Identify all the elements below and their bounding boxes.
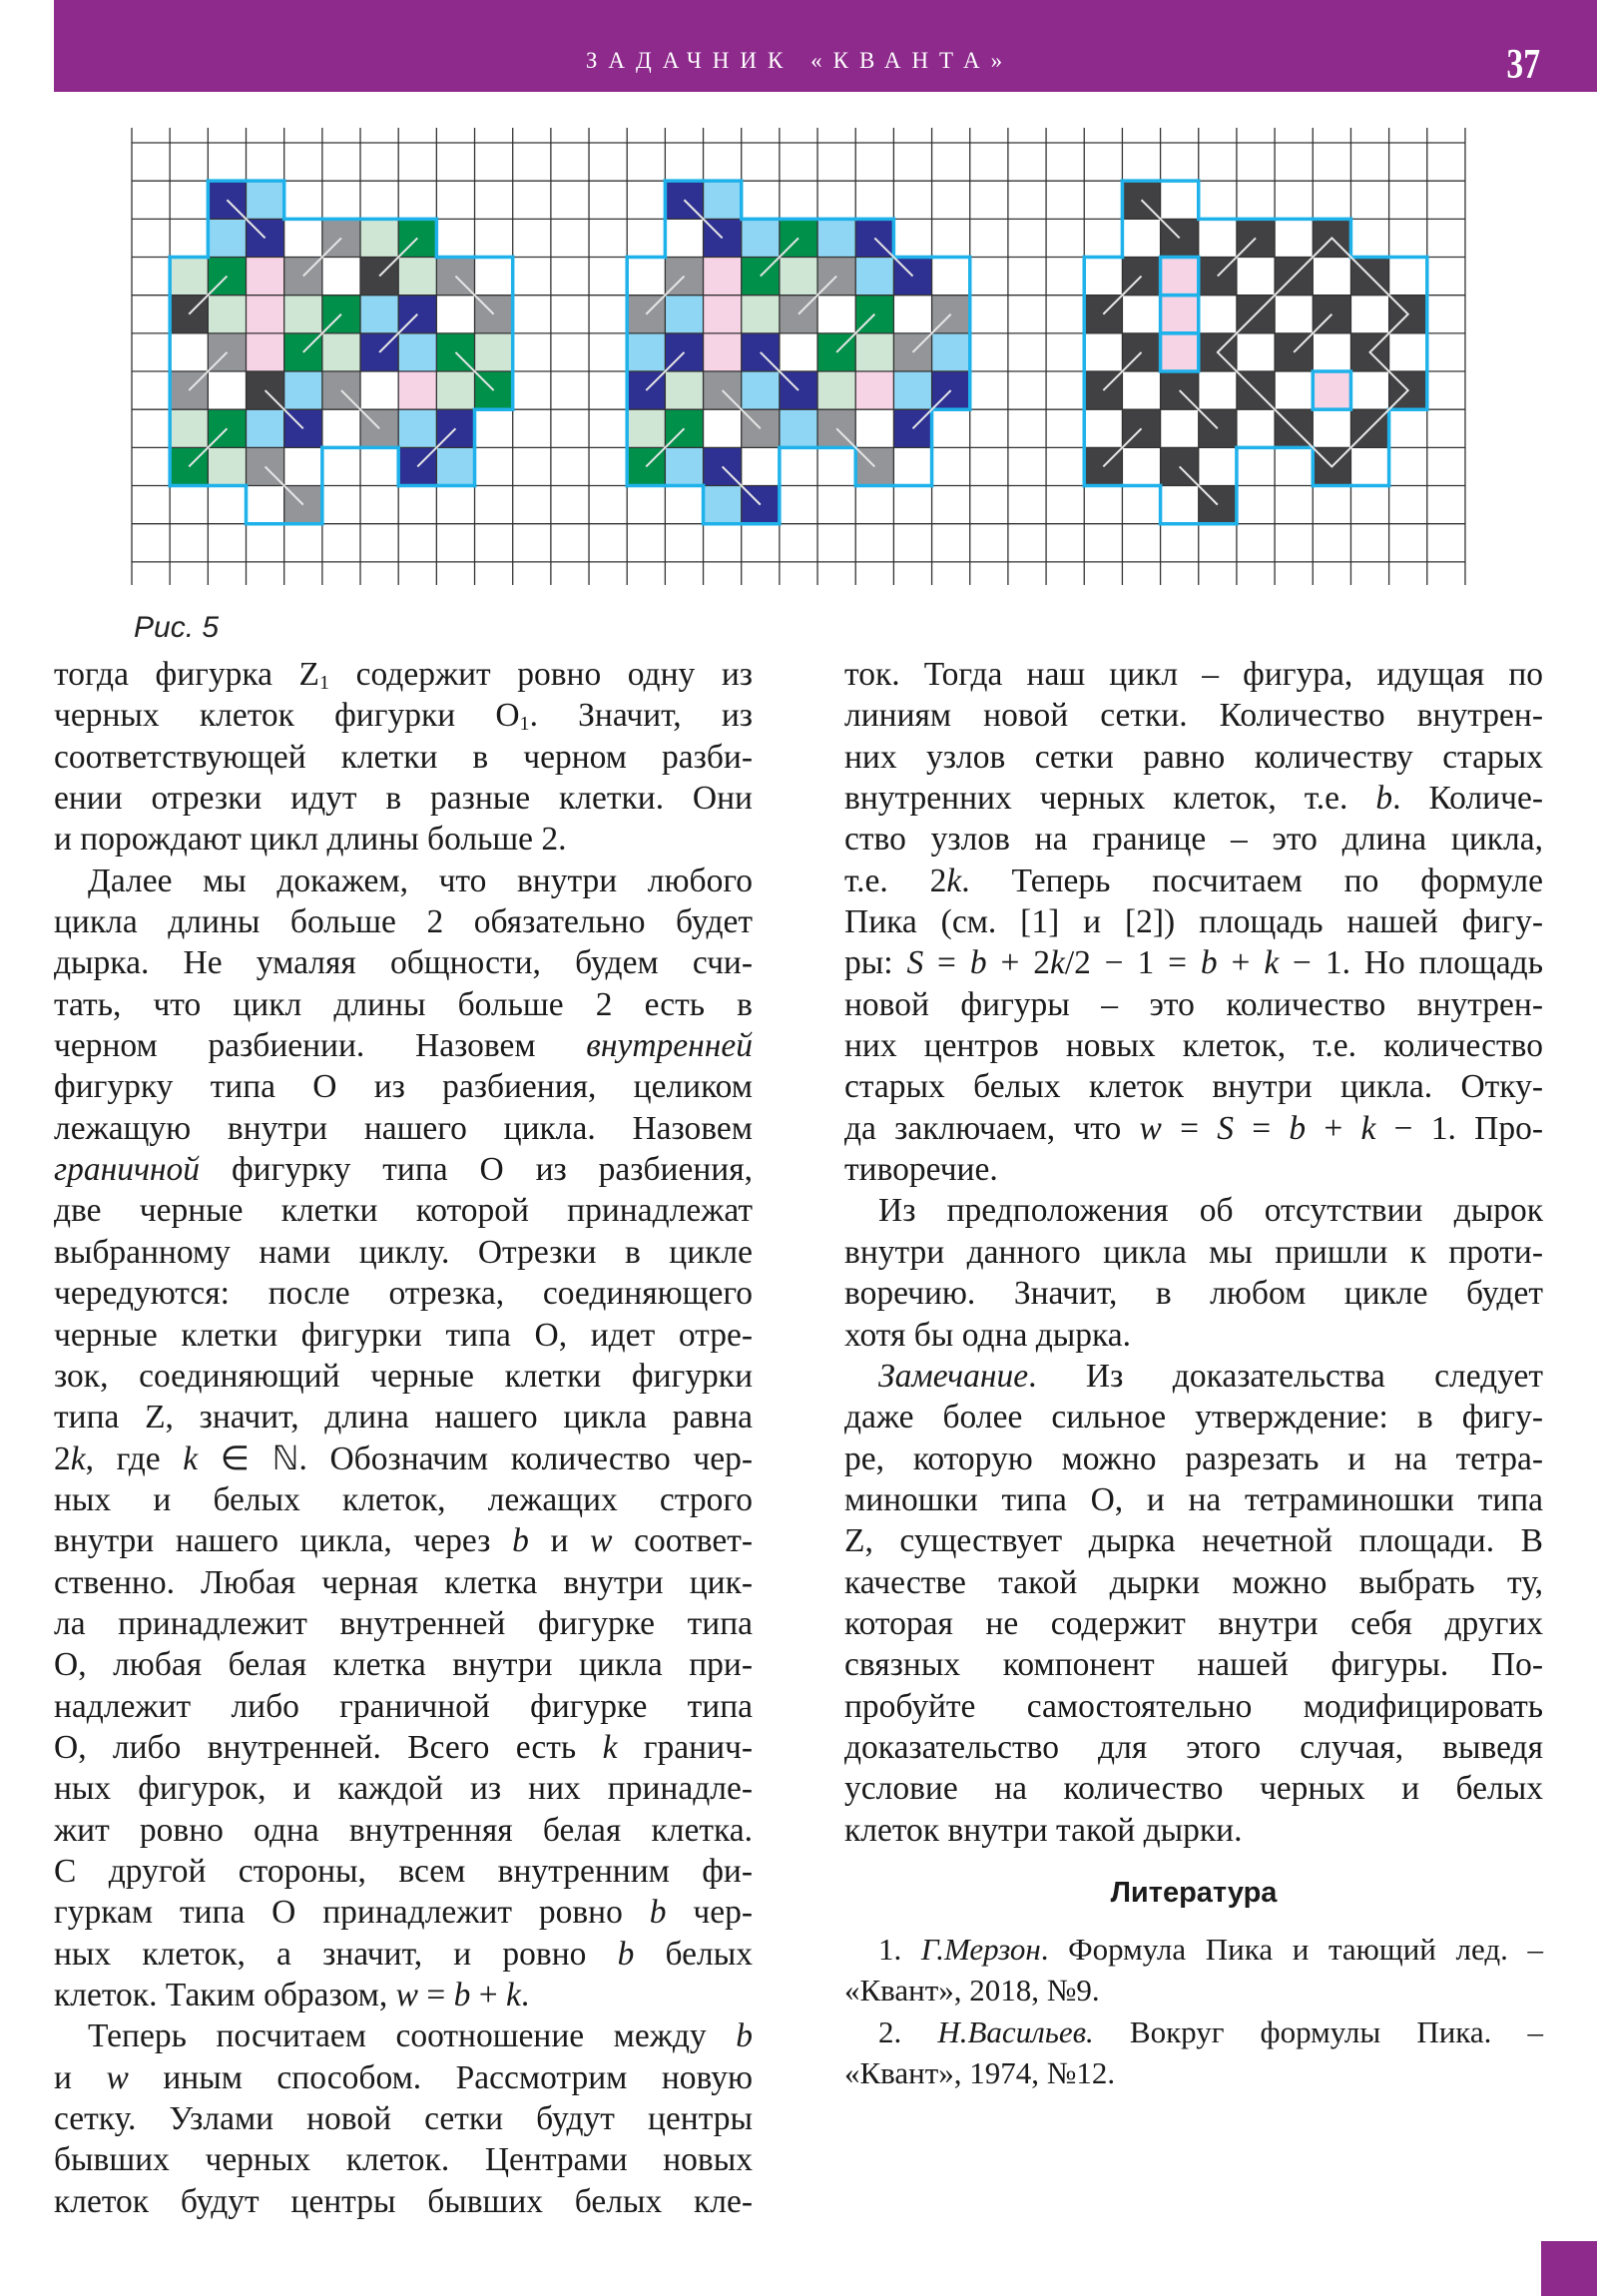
grid-cell [627, 258, 665, 295]
grid-cell [855, 333, 893, 371]
grid-cell [1084, 258, 1122, 295]
text-line: бывших черных клеток. Центрами новых [54, 2141, 753, 2179]
text-line: ла принадлежит внутренней фигурке типа [54, 1604, 753, 1642]
grid-cell [1161, 181, 1199, 219]
grid-cell [398, 371, 436, 409]
grid-cell [360, 295, 398, 333]
text-line: тогда фигурка $Z_1$ содержит ровно одну из [54, 656, 753, 695]
grid-cell [855, 258, 893, 295]
text-line: и порождают цикл длины больше 2. [54, 821, 567, 859]
text-line: ры: S = b + 2k/2 − 1 = b + k − 1. Но площадь [844, 944, 1544, 982]
text-line: Далее мы докажем, что внутри любого [88, 861, 753, 899]
grid-cell [704, 258, 742, 295]
text-line: ство узлов на границе – это длина цикла, [844, 821, 1543, 859]
grid-cell [1275, 295, 1313, 333]
italic-math: b [1375, 780, 1393, 818]
italic-math: внутренней [586, 1027, 753, 1065]
italic-math: b [736, 2017, 753, 2055]
grid-cell [1161, 409, 1199, 447]
grid-cell [1161, 295, 1199, 333]
grid-cell [932, 333, 970, 371]
italic-math: S [906, 944, 924, 982]
grid-cell [208, 371, 246, 409]
text-line: даже более сильное утверждение: в фигу- [844, 1399, 1543, 1436]
text-line: ных фигурок, и каждой из них принадле- [54, 1770, 753, 1808]
text-line: т.е. 2k. Теперь посчитаем по формуле [844, 861, 1543, 899]
grid-cell [247, 258, 284, 295]
grid-cell [665, 371, 703, 409]
italic-math: Замечание [878, 1357, 1029, 1395]
grid-cell [284, 295, 322, 333]
text-line: доказательство для этого случая, выведя [844, 1728, 1543, 1766]
text-line: зок, соединяющий черные клетки фигурки [54, 1357, 753, 1395]
grid-cell [1161, 486, 1199, 524]
text-column-left [54, 654, 753, 2222]
grid-cell [855, 409, 893, 447]
text-line: миношки типа O, и на тетраминошки типа [844, 1480, 1543, 1518]
page-corner-marker [1541, 2241, 1597, 2296]
text-line: воречию. Значит, в любом цикле будет [844, 1275, 1543, 1313]
text-line: O, любая белая клетка внутри цикла при- [54, 1646, 753, 1684]
section-title: ЗАДАЧНИК «КВАНТА» [585, 48, 1014, 73]
grid-cell [1199, 295, 1237, 333]
text-line: жит ровно одна внутренняя белая клетка. [54, 1811, 753, 1849]
grid-cell [1199, 219, 1237, 257]
text-line: ных и белых клеток, лежащих строго [54, 1480, 753, 1518]
italic-math: b [1200, 944, 1218, 982]
grid-cell [1350, 371, 1388, 409]
text-line: лежащую внутри нашего цикла. Назовем [54, 1109, 753, 1147]
text-line: Замечание. Из доказательства следует [878, 1357, 1543, 1395]
grid-cell [247, 486, 284, 524]
text-line: надлежит либо граничной фигурке типа [54, 1687, 753, 1725]
text-line: черные клетки фигурки типа O, идет отре- [54, 1316, 753, 1354]
grid-cell [247, 409, 284, 447]
grid-cell [208, 295, 246, 333]
grid-cell [742, 371, 780, 409]
text-column-right [844, 654, 1543, 1851]
figure-tetromino-grids [0, 0, 1597, 599]
grid-cell [665, 447, 703, 485]
grid-cell [817, 295, 855, 333]
grid-cell [817, 371, 855, 409]
grid-cell [360, 219, 398, 257]
text-line: сетку. Узлами новой сетки будут центры [54, 2100, 753, 2138]
text-line: чередуются: после отрезка, соединяющего [54, 1275, 753, 1313]
italic-math: k [1049, 944, 1065, 982]
text-line: которая не содержит внутри себя других [844, 1604, 1543, 1642]
subscript: 1 [319, 672, 330, 695]
grid-cell [436, 447, 474, 485]
text-line: 2. Н.Васильев. Вокруг формулы Пика. – [878, 2013, 1544, 2049]
text-line: Пика (см. [1] и [2]) площадь нашей фигу- [844, 903, 1543, 941]
italic-math: b [969, 944, 987, 982]
grid-cell [742, 447, 780, 485]
grid-cell [704, 181, 742, 219]
grid-cell [1350, 295, 1388, 333]
italic-math: w [590, 1522, 613, 1560]
italic-math: w [395, 1977, 418, 2013]
grid-cell [284, 447, 322, 485]
italic-math: S [1217, 1109, 1234, 1147]
grid-cell [893, 447, 931, 485]
italic-math: b [617, 1935, 635, 1973]
text-line: ре, которую можно разрезать и на тетра- [844, 1439, 1543, 1477]
grid-cell [893, 371, 931, 409]
italic-math: k [1264, 944, 1280, 982]
grid-cell [170, 258, 208, 295]
grid-cell [704, 486, 742, 524]
text-line: фигурку типа O из разбиения, целиком [54, 1068, 753, 1106]
grid-cell [284, 219, 322, 257]
grid-cell [247, 333, 284, 371]
text-line: С другой стороны, всем внутренним фи- [54, 1852, 753, 1890]
grid-cell [855, 371, 893, 409]
grid-cell [704, 333, 742, 371]
text-line: и w иным способом. Рассмотрим новую [54, 2058, 753, 2096]
text-line: них центров новых клеток, т.е. количество [844, 1027, 1543, 1065]
italic-math: Г.Мерзон [920, 1932, 1041, 1967]
grid-cell [360, 371, 398, 409]
grid-cell [247, 181, 284, 219]
text-line: ных клеток, а значит, и ровно b белых [54, 1935, 753, 1973]
text-line: O, либо внутренней. Всего есть k гранич- [54, 1728, 753, 1766]
grid-cell [436, 295, 474, 333]
text-line: хотя бы одна дырка. [844, 1316, 1132, 1354]
grid-cell [665, 295, 703, 333]
grid-cell [1237, 258, 1275, 295]
text-line: связных компонент нашей фигуры. По- [844, 1646, 1543, 1684]
grid-cell [398, 333, 436, 371]
text-line: выбранному нами циклу. Отрезки в цикле [54, 1233, 753, 1271]
text-line: гуркам типа O принадлежит ровно b чер- [54, 1894, 753, 1932]
text-line: дырка. Не умаляя общности, будем счи- [54, 944, 753, 982]
grid-cell [627, 333, 665, 371]
grid-cell [1313, 371, 1350, 409]
grid-cell [1199, 371, 1237, 409]
grid-cell [742, 295, 780, 333]
grid-cell [475, 333, 513, 371]
text-line: типа Z, значит, длина нашего цикла равна [54, 1399, 753, 1436]
text-line: да заключаем, что w = S = b + k − 1. Про- [844, 1109, 1543, 1147]
figure-caption: Рис. 5 [134, 611, 220, 644]
grid-cell [1313, 409, 1350, 447]
grid-cell [1122, 219, 1160, 257]
grid-cell [208, 219, 246, 257]
text-line: клеток будут центры бывших белых кле- [54, 2182, 753, 2220]
grid-cell [1199, 447, 1237, 485]
grid-cell [284, 371, 322, 409]
grid-cell [322, 258, 360, 295]
subscript: 1 [519, 713, 530, 736]
grid-cell [1237, 409, 1275, 447]
text-line: линиям новой сетки. Количество внутрен- [844, 697, 1543, 735]
grid-cell [247, 295, 284, 333]
grid-cell [170, 333, 208, 371]
grid-cell [780, 258, 817, 295]
italic-math: k [602, 1728, 618, 1766]
grid-cell [704, 295, 742, 333]
text-line: 2k, где k ∈ ℕ. Обозначим количество чер- [54, 1439, 753, 1477]
text-line: внутренних черных клеток, т.е. b. Количе- [844, 780, 1543, 818]
italic-math: k [183, 1439, 199, 1477]
italic-math: k [1360, 1109, 1376, 1147]
page-number: 37 [1506, 42, 1540, 88]
grid-cell [1084, 409, 1122, 447]
grid-cell [1275, 371, 1313, 409]
references-list [844, 1929, 1543, 2093]
grid-cell [436, 371, 474, 409]
grid-cell [322, 333, 360, 371]
text-line: условие на количество черных и белых [844, 1770, 1543, 1808]
grid-cell [1389, 258, 1427, 295]
text-line: две черные клетки которой принадлежат [54, 1192, 753, 1230]
text-line: клеток. Таким образом, w = b + k. [54, 1977, 530, 2013]
grid-cell [1161, 333, 1199, 371]
text-line: 1. Г.Мерзон. Формула Пика и тающий лед. – [878, 1932, 1543, 1967]
grid-cell [208, 447, 246, 485]
text-line: Z, существует дырка нечетной площади. В [844, 1522, 1543, 1560]
italic-math: Н.Васильев. [937, 2013, 1094, 2049]
grid-cell [398, 409, 436, 447]
grid-cell [704, 409, 742, 447]
text-line: внутри нашего цикла, через b и w соответ- [54, 1522, 753, 1560]
grid-cell [780, 409, 817, 447]
text-line: ении отрезки идут в разные клетки. Они [54, 780, 753, 818]
text-line: соответствующей клетки в черном разби- [54, 738, 753, 776]
text-line: граничной фигурку типа O из разбиения, [54, 1151, 753, 1189]
grid-cell [932, 258, 970, 295]
grid-cell [170, 409, 208, 447]
text-line: черном разбиении. Назовем внутренней [54, 1027, 753, 1065]
grid-cell [475, 258, 513, 295]
grid-cell [1122, 447, 1160, 485]
italic-math: w [1139, 1109, 1162, 1147]
grid-cell [398, 258, 436, 295]
grid-cell [1275, 219, 1313, 257]
text-line: ственно. Любая черная клетка внутри цик- [54, 1563, 753, 1601]
italic-math: k [70, 1439, 86, 1477]
italic-math: b [512, 1522, 529, 1560]
italic-math: k [506, 1977, 521, 2013]
text-line: ток. Тогда наш цикл – фигура, идущая по [844, 656, 1543, 693]
italic-math: граничной [54, 1151, 201, 1189]
grid-cell [322, 409, 360, 447]
grid-cell [665, 219, 703, 257]
italic-math: b [453, 1977, 471, 2013]
grid-cell [1122, 295, 1160, 333]
text-line: них узлов сетки равно количеству старых [844, 738, 1543, 776]
text-line: Теперь посчитаем соотношение между b [88, 2017, 753, 2055]
grid-cell [1313, 333, 1350, 371]
text-line: старых белых клеток внутри цикла. Отку- [844, 1068, 1543, 1106]
text-line: черных клеток фигурки $O_1$. Значит, из [54, 697, 753, 736]
grid-cell [627, 409, 665, 447]
italic-math: k [946, 861, 962, 899]
grid-cell [1122, 371, 1160, 409]
text-line: тать, что цикл длины больше 2 есть в [54, 985, 753, 1023]
text-line: внутри данного цикла мы пришли к проти- [844, 1233, 1543, 1271]
text-line: цикла длины больше 2 обязательно будет [54, 903, 753, 941]
grid-cell [817, 219, 855, 257]
text-line: пробуйте самостоятельно модифицировать [844, 1687, 1543, 1725]
text-line: Из предположения об отсутствии дырок [878, 1192, 1543, 1230]
grid-cell [1084, 333, 1122, 371]
grid-cell [742, 219, 780, 257]
text-line: «Квант», 2018, №9. [844, 1973, 1100, 2009]
italic-math: b [1289, 1109, 1307, 1147]
italic-math: b [649, 1894, 667, 1932]
grid-cell [1237, 333, 1275, 371]
text-line: клеток внутри такой дырки. [844, 1811, 1243, 1849]
references-heading: Литература [1110, 1877, 1278, 1909]
grid-cell [780, 333, 817, 371]
text-line: «Квант», 1974, №12. [844, 2055, 1116, 2091]
grid-cell [1350, 447, 1388, 485]
grid-cell [1389, 333, 1427, 371]
grid-cell [1313, 258, 1350, 295]
text-line: качестве такой дырки можно выбрать ту, [844, 1563, 1543, 1601]
grid-cell [893, 295, 931, 333]
grid-cell [1161, 258, 1199, 295]
text-line: тиворечие. [844, 1151, 998, 1189]
text-line: новой фигуры – это количество внутрен- [844, 985, 1543, 1023]
italic-math: w [106, 2058, 129, 2096]
